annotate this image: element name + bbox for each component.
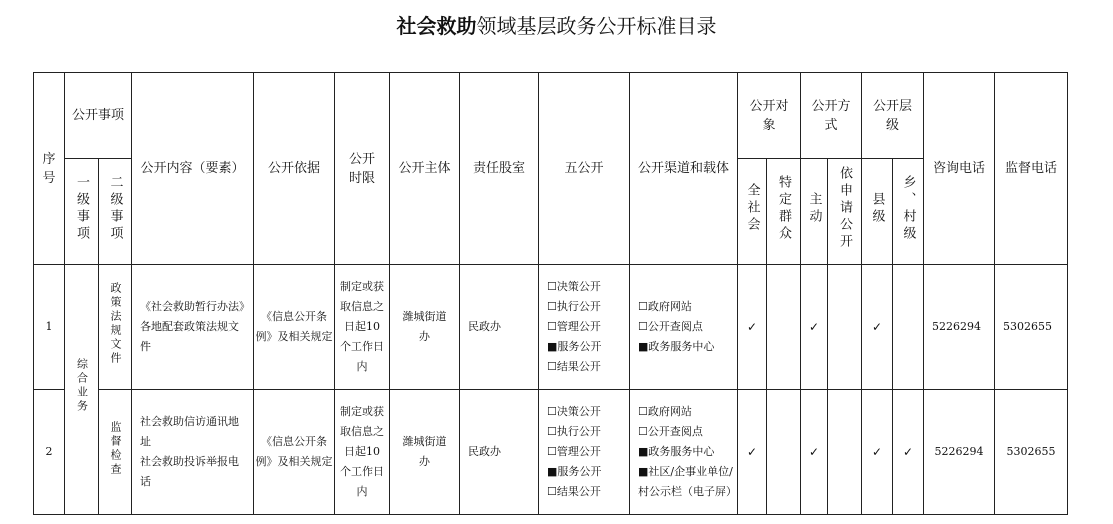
- header-level1: 一级事项: [65, 159, 99, 265]
- row-dept: 民政办: [460, 390, 539, 515]
- header-supervise-phone: 监督电话: [995, 73, 1068, 265]
- row-content: 社会救助信访通讯地址 社会救助投诉举报电话: [132, 390, 254, 515]
- header-method-group: 公开方式: [801, 73, 862, 159]
- row-five-open: ☐决策公开 ☐执行公开 ☐管理公开 ■服务公开 ☐结果公开: [539, 390, 630, 515]
- header-time-limit: 公开时限: [335, 73, 390, 265]
- row-basis: 《信息公开条例》及相关规定: [254, 265, 335, 390]
- header-consult-phone: 咨询电话: [924, 73, 995, 265]
- row-method-apply: [828, 265, 862, 390]
- row-level2: 政策法规文件: [99, 265, 132, 390]
- header-target-group: 公开对象: [738, 73, 801, 159]
- page-title-bold: 社会救助: [396, 14, 477, 38]
- row-level-town: ✓: [893, 390, 924, 515]
- row-level-town: [893, 265, 924, 390]
- row-basis: 《信息公开条例》及相关规定: [254, 390, 335, 515]
- header-row-1: [34, 73, 1068, 159]
- row-seq: 1: [34, 265, 65, 390]
- row-content: 《社会救助暂行办法》 各地配套政策法规文件: [132, 265, 254, 390]
- row-target-specific: [767, 390, 801, 515]
- header-dept: 责任股室: [460, 73, 539, 265]
- header-subject: 公开主体: [390, 73, 460, 265]
- row-method-active: ✓: [801, 390, 828, 515]
- row-channel: ☐政府网站 ☐公开查阅点 ■政务服务中心 ■社区/企事业单位/村公示栏（电子屏）: [630, 390, 738, 515]
- row-method-apply: [828, 390, 862, 515]
- header-level-county: 县级: [862, 159, 893, 265]
- header-target-all: 全社会: [738, 159, 767, 265]
- header-method-apply: 依申请公开: [828, 159, 862, 265]
- row-supervise-phone: 5302655: [995, 265, 1068, 390]
- header-level2: 二级事项: [99, 159, 132, 265]
- header-items-group: 公开事项: [65, 73, 132, 159]
- header-content: 公开内容（要素）: [132, 73, 254, 265]
- catalog-table: [33, 72, 1068, 515]
- row-method-active: ✓: [801, 265, 828, 390]
- header-target-specific: 特定群众: [767, 159, 801, 265]
- row-target-specific: [767, 265, 801, 390]
- row-level1: 综合业务: [65, 265, 99, 515]
- header-level-town: 乡、村级: [893, 159, 924, 265]
- row-supervise-phone: 5302655: [995, 390, 1068, 515]
- table-row: [34, 265, 1068, 390]
- row-target-all: ✓: [738, 390, 767, 515]
- row-channel: ☐政府网站 ☐公开查阅点 ■政务服务中心: [630, 265, 738, 390]
- row-subject: 潍城街道办: [390, 390, 460, 515]
- header-method-active: 主动: [801, 159, 828, 265]
- row-level-county: ✓: [862, 265, 893, 390]
- row-dept: 民政办: [460, 265, 539, 390]
- row-consult-phone: 5226294: [924, 390, 995, 515]
- row-time-limit: 制定或获取信息之日起10个工作日内: [335, 390, 390, 515]
- header-seq: 序号: [34, 73, 65, 265]
- row-level-county: ✓: [862, 390, 893, 515]
- page-title: [0, 12, 1113, 40]
- header-basis: 公开依据: [254, 73, 335, 265]
- header-channel: 公开渠道和载体: [630, 73, 738, 265]
- header-five-open: 五公开: [539, 73, 630, 265]
- row-consult-phone: 5226294: [924, 265, 995, 390]
- row-time-limit: 制定或获取信息之日起10个工作日内: [335, 265, 390, 390]
- row-five-open: ☐决策公开 ☐执行公开 ☐管理公开 ■服务公开 ☐结果公开: [539, 265, 630, 390]
- page-title-rest: 领域基层政务公开标准目录: [476, 14, 717, 38]
- header-level-group: 公开层级: [862, 73, 924, 159]
- row-target-all: ✓: [738, 265, 767, 390]
- table-row: [34, 390, 1068, 515]
- row-level2: 监督检查: [99, 390, 132, 515]
- row-subject: 潍城街道办: [390, 265, 460, 390]
- row-seq: 2: [34, 390, 65, 515]
